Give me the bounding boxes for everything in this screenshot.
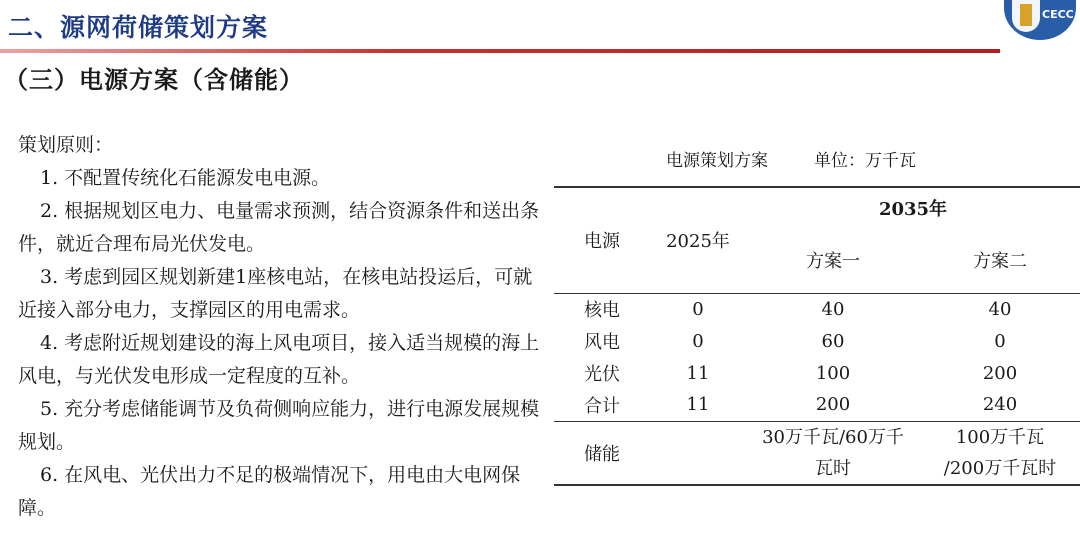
cell-plan2: 200 <box>982 362 1018 384</box>
cell-2025: 11 <box>686 394 710 416</box>
cell-plan1: 60 <box>821 330 845 352</box>
cell-source: 合计 <box>584 395 620 417</box>
storage-plan1-line1: 30万千瓦/60万千 <box>762 426 904 448</box>
principle-item: 3. 考虑到园区规划新建1座核电站，在核电站投运后，可就近接入部分电力，支撑园区的用电需求。 <box>18 266 533 321</box>
logo-mark-icon <box>1020 4 1032 26</box>
cell-plan1 <box>746 421 920 485</box>
cell-2025: 0 <box>692 330 704 352</box>
cell-plan2: 40 <box>988 298 1012 320</box>
principle-item: 5. 充分考虑储能调节及负荷侧响应能力，进行电源发展规模规划。 <box>18 398 540 453</box>
principles-section <box>18 130 548 525</box>
table-row <box>554 293 1080 325</box>
cell-2025: 0 <box>692 298 704 320</box>
header-2035: 2035年 <box>878 198 948 220</box>
cell-plan2: 0 <box>994 330 1006 352</box>
table-row <box>554 389 1080 421</box>
principles-heading: 策划原则： <box>18 134 114 156</box>
header-plan1: 方案一 <box>806 250 860 272</box>
cell-plan1: 40 <box>821 298 845 320</box>
cell-source: 光伏 <box>584 364 620 385</box>
storage-plan2-line2: /200万千瓦时 <box>943 457 1057 479</box>
table-row-storage <box>554 421 1080 485</box>
page-title: 二、源网荷储策划方案 <box>8 13 269 42</box>
header-source: 电源 <box>584 231 620 253</box>
storage-plan2-line1: 100万千瓦 <box>955 426 1045 448</box>
header-2025: 2025年 <box>666 231 730 253</box>
cell-2025-empty <box>650 421 746 485</box>
storage-plan1-line2: 瓦时 <box>815 457 851 479</box>
table-caption-title: 电源策划方案 <box>666 151 768 171</box>
principle-item: 2. 根据规划区电力、电量需求预测，结合资源条件和送出条件，就近合理布局光伏发电。 <box>18 200 540 255</box>
company-logo <box>1004 0 1076 40</box>
principle-item: 6. 在风电、光伏出力不足的极端情况下，用电由大电网保障。 <box>18 464 521 519</box>
cell-2025: 11 <box>686 362 710 384</box>
cell-plan2: 240 <box>982 394 1018 416</box>
cell-plan1: 100 <box>815 362 851 384</box>
cell-source: 核电 <box>584 300 620 322</box>
table-row <box>554 325 1080 357</box>
header-plan2: 方案二 <box>973 250 1027 272</box>
cell-plan1: 200 <box>815 394 851 416</box>
title-divider <box>0 49 1000 53</box>
principle-item: 1. 不配置传统化石能源发电电源。 <box>40 167 331 189</box>
power-plan-table <box>554 186 1080 486</box>
table-unit: 单位：万千瓦 <box>814 151 916 171</box>
logo-text: CECC <box>1042 8 1074 21</box>
cell-source: 储能 <box>584 443 620 465</box>
table-row <box>554 357 1080 389</box>
section-subtitle: （三）电源方案（含储能） <box>4 65 304 94</box>
header <box>0 0 1080 52</box>
table-caption <box>666 146 916 171</box>
cell-source: 风电 <box>584 332 620 353</box>
principle-item: 4. 考虑附近规划建设的海上风电项目，接入适当规模的海上风电，与光伏发电形成一定程度的互补。 <box>18 332 540 387</box>
table-header-row <box>554 187 1080 227</box>
cell-plan2 <box>920 421 1080 485</box>
